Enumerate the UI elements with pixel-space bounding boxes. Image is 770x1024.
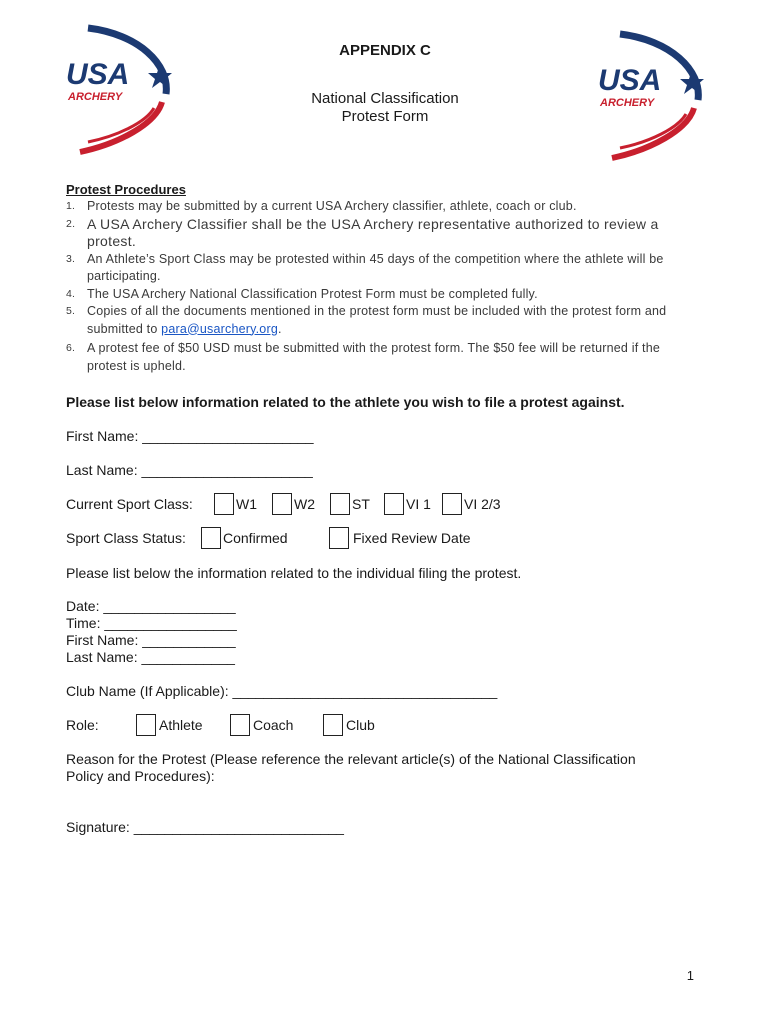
status-confirmed-label: Confirmed: [223, 530, 288, 546]
svg-text:ARCHERY: ARCHERY: [600, 97, 655, 109]
procedure-number: 6.: [66, 342, 76, 354]
role-athlete-checkbox[interactable]: [136, 714, 156, 736]
sport-class-status-label: Sport Class Status:: [66, 530, 186, 546]
reason-label-line2: Policy and Procedures):: [66, 768, 215, 784]
procedure-number: 1.: [66, 200, 76, 212]
status-fixed-review-checkbox[interactable]: [329, 527, 349, 549]
filer-date-field[interactable]: Date: _________________: [66, 598, 236, 614]
filer-section-heading: Please list below the information related to the individual filing the protest.: [66, 565, 522, 581]
sport-class-w2-checkbox[interactable]: [272, 493, 292, 515]
filer-last-name-field[interactable]: Last Name: ____________: [66, 649, 235, 665]
athlete-first-name-field[interactable]: First Name: ______________________: [66, 428, 314, 444]
role-club-checkbox[interactable]: [323, 714, 343, 736]
appendix-title: APPENDIX C: [339, 42, 431, 59]
procedure-text: A protest fee of $50 USD must be submitted with the protest form. The $50 fee will be returned if the protest is upheld.: [87, 341, 661, 373]
procedure-item: [66, 251, 696, 286]
filer-time-field[interactable]: Time: _________________: [66, 615, 237, 631]
svg-text:USA: USA: [66, 58, 130, 91]
role-athlete-label: Athlete: [159, 717, 203, 733]
sport-class-w1-label: W1: [236, 496, 257, 512]
athlete-last-name-field[interactable]: Last Name: ______________________: [66, 462, 313, 478]
sport-class-vi1-checkbox[interactable]: [384, 493, 404, 515]
club-name-field[interactable]: Club Name (If Applicable): __________________________________: [66, 683, 498, 699]
status-fixed-review-label: Fixed Review Date: [353, 530, 471, 546]
filer-first-name-field[interactable]: First Name: ____________: [66, 632, 236, 648]
procedure-number: 5.: [66, 305, 76, 317]
procedure-text: A USA Archery Classifier shall be the USA Archery representative authorized to review a protest.: [87, 215, 659, 249]
sport-class-st-label: ST: [352, 496, 370, 512]
procedure-item: [66, 216, 696, 251]
athlete-section-heading: Please list below information related to the athlete you wish to file a protest against.: [66, 394, 625, 410]
signature-field[interactable]: Signature: ___________________________: [66, 819, 344, 835]
role-label: Role:: [66, 717, 99, 733]
procedure-text: The USA Archery National Classification Protest Form must be completed fully.: [87, 286, 538, 301]
sport-class-st-checkbox[interactable]: [330, 493, 350, 515]
procedure-item: [66, 303, 696, 338]
procedure-item: [66, 286, 696, 304]
role-club-label: Club: [346, 717, 375, 733]
sport-class-vi23-label: VI 2/3: [464, 496, 501, 512]
sport-class-vi1-label: VI 1: [406, 496, 431, 512]
page-number: 1: [686, 968, 694, 983]
sport-class-label: Current Sport Class:: [66, 496, 193, 512]
procedure-number: 3.: [66, 252, 76, 265]
procedure-item: [66, 198, 696, 216]
svg-text:USA: USA: [598, 64, 662, 97]
reason-label-line1: Reason for the Protest (Please reference the relevant article(s) of the National Classification: [66, 751, 636, 767]
sport-class-w2-label: W2: [294, 496, 315, 512]
procedures-list: [66, 198, 696, 375]
role-coach-checkbox[interactable]: [230, 714, 250, 736]
status-confirmed-checkbox[interactable]: [201, 527, 221, 549]
form-title-line2: Protest Form: [341, 108, 429, 125]
role-coach-label: Coach: [253, 717, 294, 733]
procedure-number: 2.: [66, 217, 76, 230]
sport-class-vi23-checkbox[interactable]: [442, 493, 462, 515]
svg-text:ARCHERY: ARCHERY: [68, 91, 123, 103]
email-link[interactable]: para@usarchery.org: [161, 321, 278, 336]
procedures-heading: Protest Procedures: [66, 182, 186, 197]
form-title-line1: National Classification: [311, 90, 459, 107]
procedure-item: [66, 340, 696, 375]
sport-class-w1-checkbox[interactable]: [214, 493, 234, 515]
procedure-text: Protests may be submitted by a current USA Archery classifier, athlete, coach or club.: [87, 199, 577, 213]
procedure-text: An Athlete’s Sport Class may be protested within 45 days of the competition where the athlete will be participating.: [87, 251, 664, 283]
procedure-text: Copies of all the documents mentioned in the protest form must be included with the protest form and submitted to: [87, 304, 667, 336]
procedure-number: 4.: [66, 287, 76, 300]
procedure-text-end: .: [277, 321, 282, 336]
